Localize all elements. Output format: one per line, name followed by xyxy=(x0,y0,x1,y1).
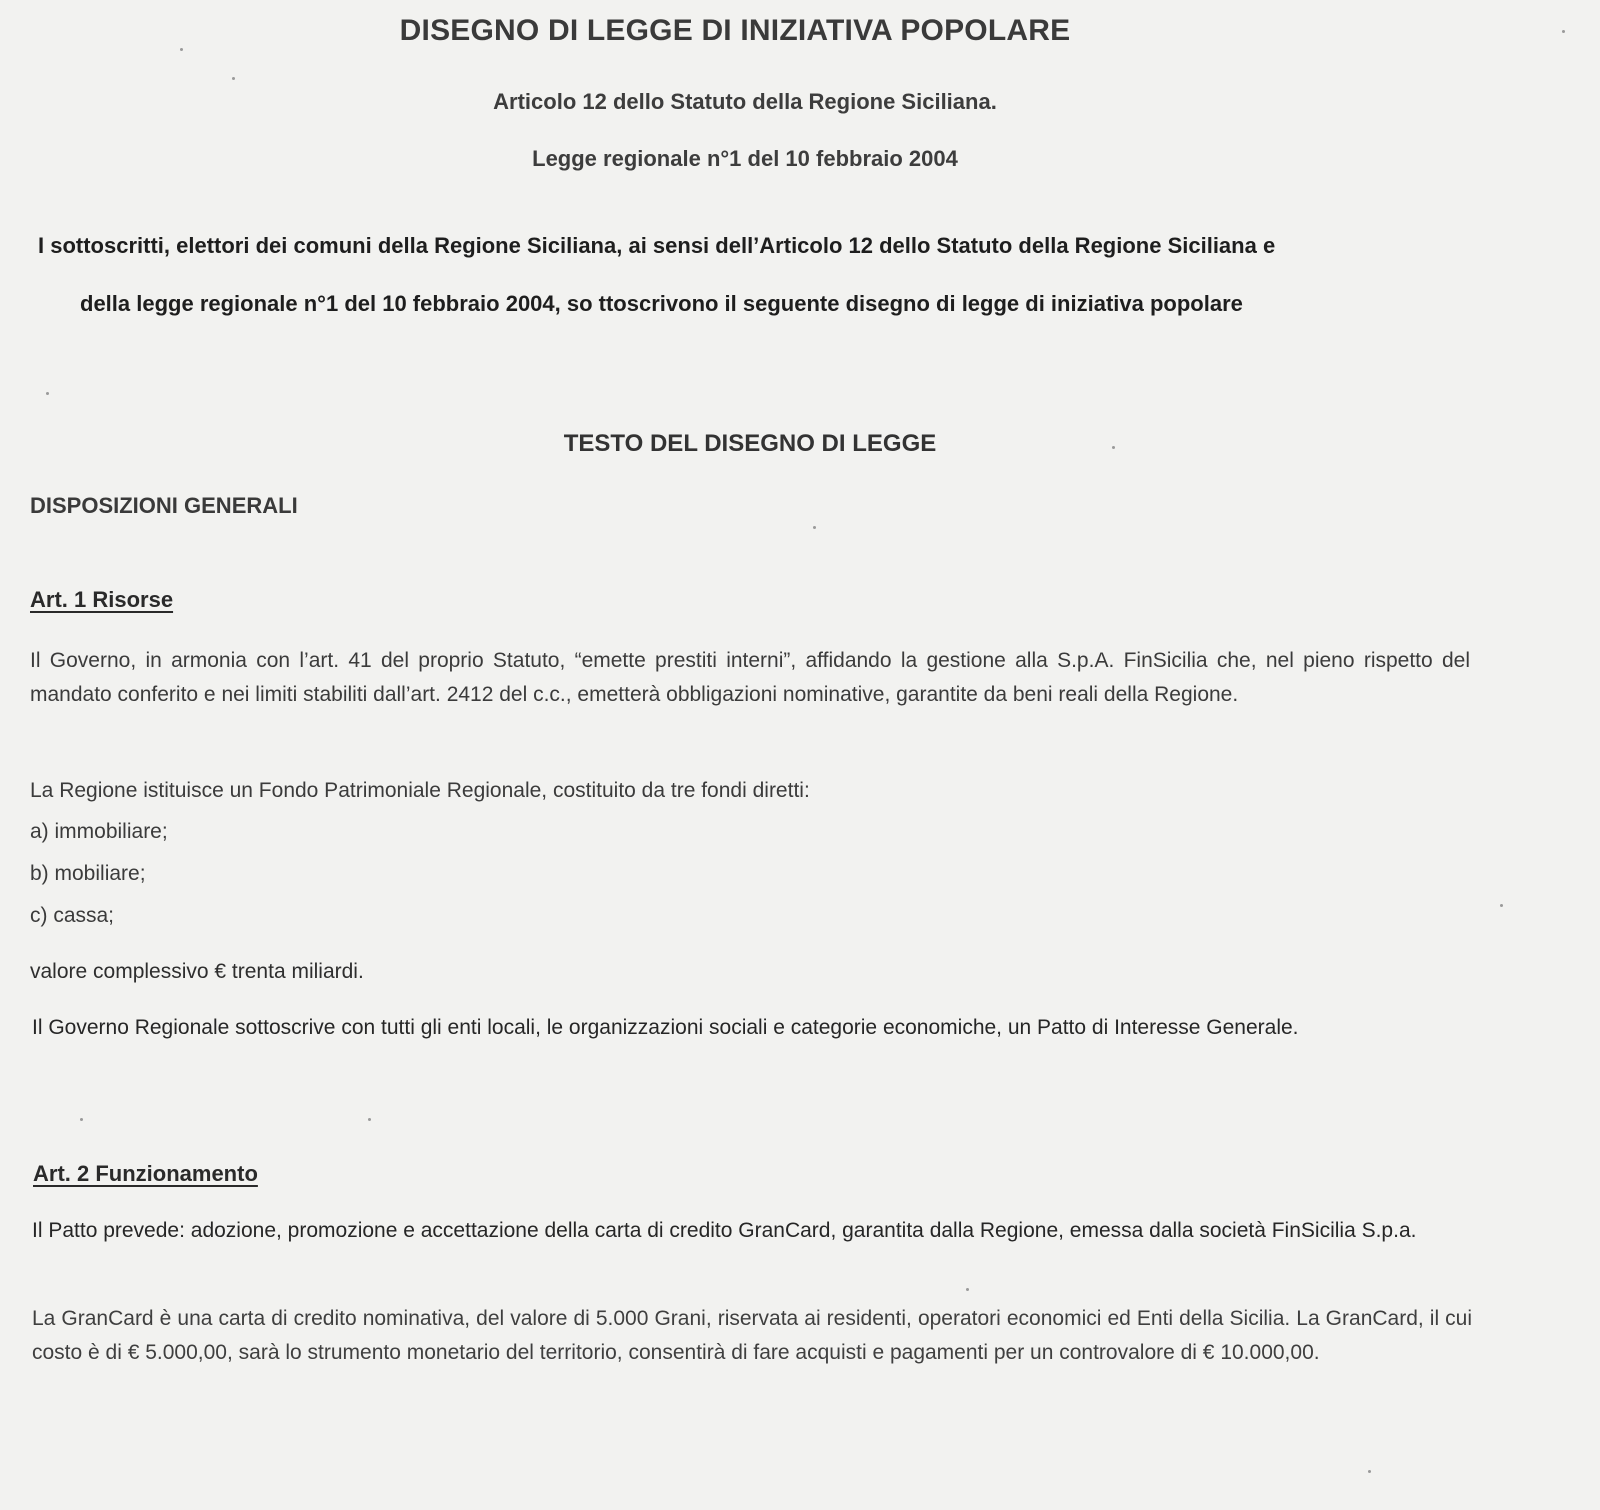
scan-speck xyxy=(1368,1470,1371,1473)
article-1-paragraph-4: Il Governo Regionale sottoscrive con tutti gli enti locali, le organizzazioni sociali e categorie economiche, un Patto di Interesse Generale. xyxy=(32,1016,1299,1039)
article-1-heading: Art. 1 Risorse xyxy=(30,587,174,612)
scan-speck xyxy=(368,1118,371,1121)
subtitle-regional-law: Legge regionale n°1 del 10 febbraio 2004 xyxy=(532,146,958,171)
article-1-paragraph-2: La Regione istituisce un Fondo Patrimoniale Regionale, costituito da tre fondi diretti: xyxy=(30,779,810,802)
article-1-paragraph-3: valore complessivo € trenta miliardi. xyxy=(30,960,364,983)
scan-speck xyxy=(232,77,235,80)
subtitle-statute-article: Articolo 12 dello Statuto della Regione Siciliana. xyxy=(493,89,997,114)
scan-speck xyxy=(1112,446,1115,449)
intro-line-1: I sottoscritti, elettori dei comuni della Regione Siciliana, ai sensi dell’Articolo 12 dello Statuto della Regione Siciliana e xyxy=(38,233,1276,258)
article-2-heading: Art. 2 Funzionamento xyxy=(33,1161,258,1186)
scan-speck xyxy=(180,48,183,51)
scan-speck xyxy=(1500,904,1503,907)
scan-speck xyxy=(966,1288,969,1291)
section-title: TESTO DEL DISEGNO DI LEGGE xyxy=(563,430,937,457)
list-item-c: c) cassa; xyxy=(30,904,115,927)
list-item-b: b) mobiliare; xyxy=(30,862,146,885)
article-2-paragraph-1: Il Patto prevede: adozione, promozione e accettazione della carta di credito GranCard, garantita dalla Regione, emessa dalla società FinSicilia S.p.a. xyxy=(32,1219,1417,1242)
scan-speck xyxy=(46,392,49,395)
article-2-paragraph-2: La GranCard è una carta di credito nominativa, del valore di 5.000 Grani, riservata ai residenti, operatori economici ed Enti della Sicilia. La GranCard, il cui costo è di € 5.000,00, sarà lo strumento monetario del territorio, consentirà di fare acquisti e pagamenti per un controvalore di € 10.000,00. xyxy=(32,1307,1472,1364)
scan-speck xyxy=(80,1118,83,1121)
intro-line-2: della legge regionale n°1 del 10 febbraio 2004, so ttoscrivono il seguente disegno di legge di iniziativa popolare xyxy=(80,291,1243,316)
scan-speck xyxy=(813,526,816,529)
scan-speck xyxy=(1562,30,1565,33)
general-provisions-heading: DISPOSIZIONI GENERALI xyxy=(30,493,298,518)
list-item-a: a) immobiliare; xyxy=(30,820,168,843)
article-1-paragraph-1: Il Governo, in armonia con l’art. 41 del proprio Statuto, “emette prestiti interni”, affidando la gestione alla S.p.A. FinSicilia che, nel pieno rispetto del mandato conferito e nei limiti stabiliti dall’art. 2412 del c.c., emetterà obbligazioni nominative, garantite da beni reali della Regione. xyxy=(30,649,1470,706)
document-title: DISEGNO DI LEGGE DI INIZIATIVA POPOLARE xyxy=(399,14,1071,47)
